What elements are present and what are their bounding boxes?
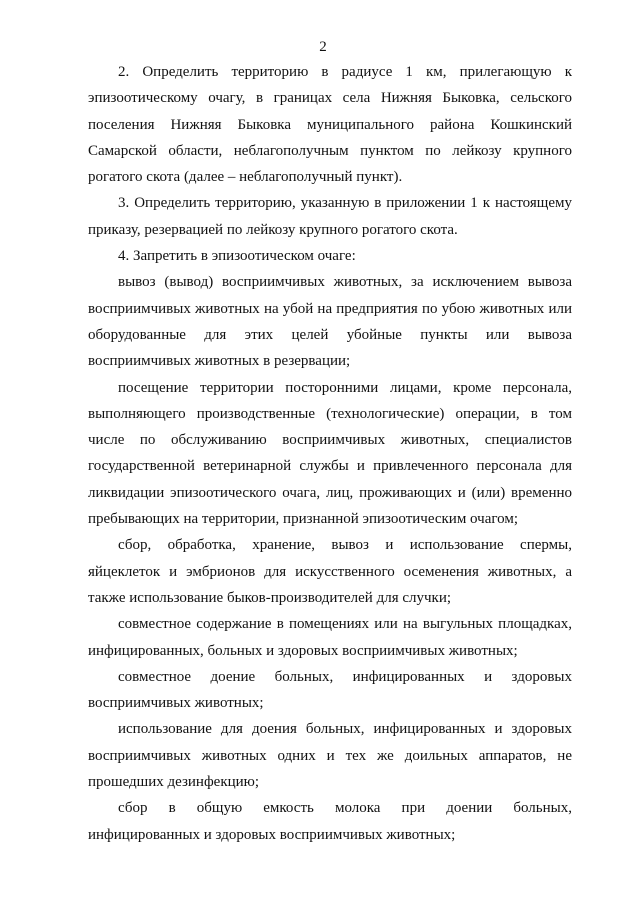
paragraph-ban-semen: [88, 532, 572, 611]
text-line: восприимчивых животных на убой на предприятия по убою животных или: [88, 300, 572, 317]
paragraph-item-4: [88, 243, 572, 269]
text-line: 3. Определить территорию, указанную в приложении 1 к настоящему: [118, 195, 572, 212]
text-line: эпизоотическому очагу, в границах села Нижняя Быковка, сельского: [88, 90, 572, 107]
text-line: 2. Определить территорию в радиусе 1 км, прилегающую к: [118, 64, 572, 80]
text-line: числе по обслуживанию восприимчивых животных, специалистов: [88, 432, 572, 449]
text-line: также использование быков-производителей для случки;: [88, 589, 452, 606]
paragraph-ban-removal: [88, 269, 572, 374]
text-line: инфицированных, больных и здоровых восприимчивых животных;: [88, 642, 518, 659]
text-line: поселения Нижняя Быковка муниципального района Кошкинский: [88, 116, 572, 133]
text-line: посещение территории посторонними лицами, кроме персонала,: [118, 379, 572, 396]
text-line: пребывающих на территории, признанной эпизоотическим очагом;: [88, 511, 519, 528]
text-line: выполняющего производственные (технологические) операции, в том: [88, 405, 572, 422]
text-line: Самарской области, неблагополучным пунктом по лейкозу крупного: [88, 142, 572, 159]
text-line: государственной ветеринарной службы и привлеченного персонала для: [88, 458, 572, 475]
paragraph-item-2: [88, 59, 572, 190]
text-line: инфицированных и здоровых восприимчивых животных;: [88, 826, 456, 843]
text-line: использование для доения больных, инфицированных и здоровых: [118, 721, 572, 738]
text-line: вывоз (вывод) восприимчивых животных, за исключением вывоза: [118, 274, 572, 291]
text-line: оборудованные для этих целей убойные пункты или вывоза: [88, 326, 572, 343]
text-line: ликвидации эпизоотического очага, лиц, проживающих и (или) временно: [88, 484, 572, 501]
text-line: восприимчивых животных в резервации;: [88, 353, 351, 370]
page-number: 2: [319, 39, 327, 55]
text-line: совместное содержание в помещениях или на выгульных площадках,: [118, 616, 572, 633]
text-line: прошедших дезинфекцию;: [88, 774, 260, 791]
text-line: сбор в общую емкость молока при доении больных,: [118, 800, 572, 817]
paragraph-ban-joint-keeping: [88, 611, 572, 664]
text-line: рогатого скота (далее – неблагополучный пункт).: [88, 169, 403, 186]
paragraph-ban-shared-machines: [88, 716, 572, 795]
text-line: восприимчивых животных;: [88, 695, 264, 712]
paragraph-ban-visits: [88, 375, 572, 533]
document-body: [88, 59, 572, 848]
text-line: 4. Запретить в эпизоотическом очаге:: [118, 248, 356, 265]
paragraph-ban-common-milk: [88, 795, 572, 848]
text-line: сбор, обработка, хранение, вывоз и использование спермы,: [118, 537, 572, 554]
text-line: совместное доение больных, инфицированных и здоровых: [118, 668, 572, 685]
text-line: восприимчивых животных одних и тех же доильных аппаратов, не: [88, 747, 572, 764]
paragraph-ban-joint-milking: [88, 664, 572, 717]
text-line: яйцеклеток и эмбрионов для искусственного осеменения животных, а: [88, 563, 572, 580]
paragraph-item-3: [88, 190, 572, 243]
text-line: приказу, резервацией по лейкозу крупного рогатого скота.: [88, 221, 458, 238]
